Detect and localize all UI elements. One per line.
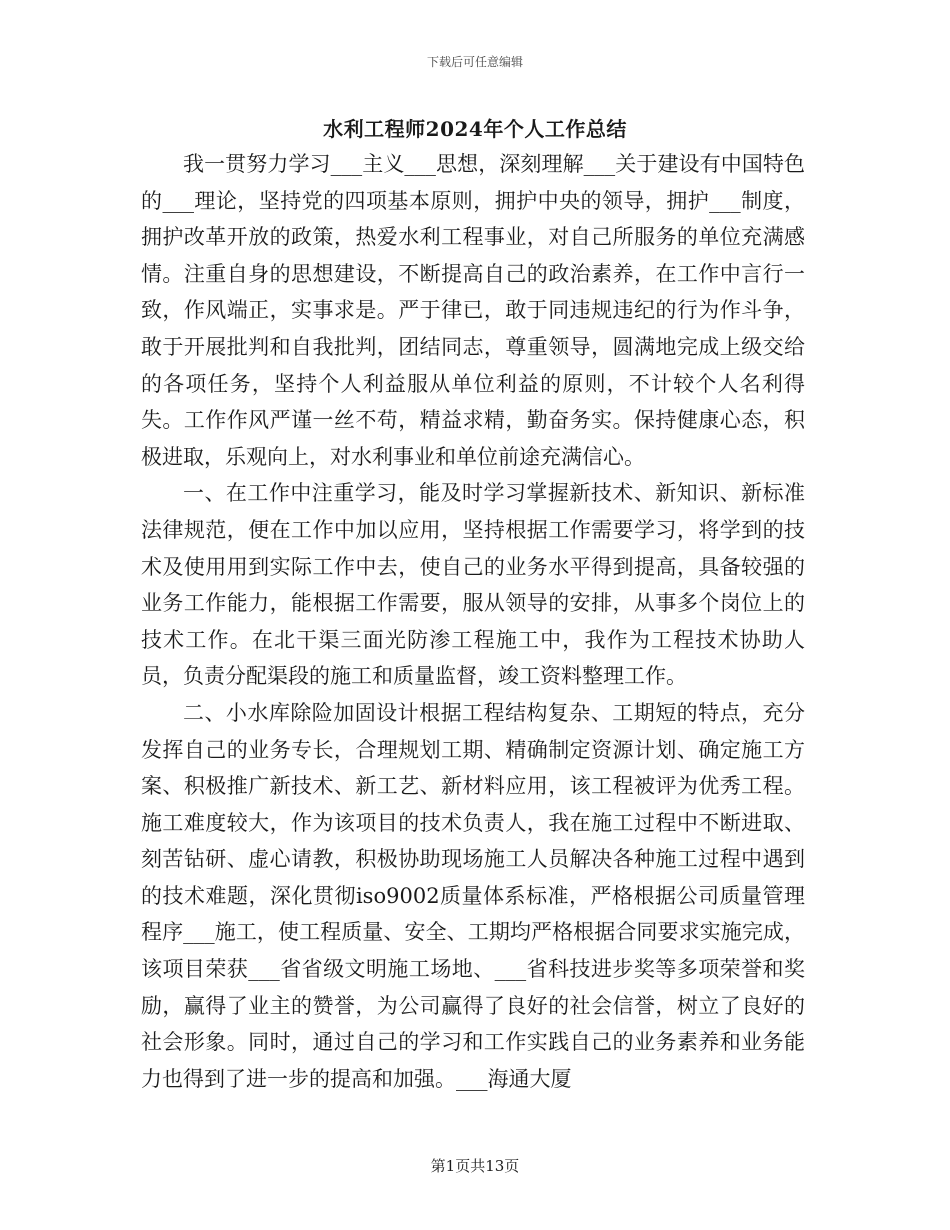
document-title: 水利工程师2024年个人工作总结 xyxy=(323,117,627,141)
paragraph: 二、小水库除险加固设计根据工程结构复杂、工期短的特点，充分发挥自己的业务专长，合理规划工期、精确制定资源计划、确定施工方案、积极推广新技术、新工艺、新材料应用，该工程被评为优秀工程。施工难度较大，作为该项目的技术负责人，我在施工过程中不断进取、刻苦钻研、虚心请教，积极协助现场施工人员解决各种施工过程中遇到的技术难题，深化贯彻iso9002质量体系标准，严格根据公司质量管理程序___施工，使工程质量、安全、工期均严格根据合同要求实施完成，该项目荣获___省省级文明施工场地、___省科技进步奖等多项荣誉和奖励，赢得了业主的赞誉，为公司赢得了良好的社会信誉，树立了良好的社会形象。同时，通过自己的学习和工作实践自己的业务素养和业务能力也得到了进一步的提高和加强。___海通大厦 xyxy=(141,700,805,1091)
header-note: 下载后可任意编辑 xyxy=(426,55,523,69)
paragraph: 一、在工作中注重学习，能及时学习掌握新技术、新知识、新标准法律规范，便在工作中加以应用，坚持根据工作需要学习，将学到的技术及使用用到实际工作中去，使自己的业务水平得到提高，具备较强的业务工作能力，能根据工作需要，服从领导的安排，从事多个岗位上的技术工作。在北干渠三面光防渗工程施工中，我作为工程技术协助人员，负责分配渠段的施工和质量监督，竣工资料整理工作。 xyxy=(141,481,805,689)
document-body xyxy=(141,146,805,1097)
paragraph: 我一贯努力学习___主义___思想，深刻理解___关于建设有中国特色的___理论，坚持党的四项基本原则，拥护中央的领导，拥护___制度，拥护改革开放的政策，热爱水利工程事业，对自己所服务的单位充满感情。注重自身的思想建设，不断提高自己的政治素养，在工作中言行一致，作风端正，实事求是。严于律已，敢于同违规违纪的行为作斗争，敢于开展批判和自我批判，团结同志，尊重领导，圆满地完成上级交给的各项任务，坚持个人利益服从单位利益的原则，不计较个人名利得失。工作作风严谨一丝不苟，精益求精，勤奋务实。保持健康心态，积极进取，乐观向上，对水利事业和单位前途充满信心。 xyxy=(141,152,805,469)
page-footer: 第1页共13页 xyxy=(430,1157,520,1175)
